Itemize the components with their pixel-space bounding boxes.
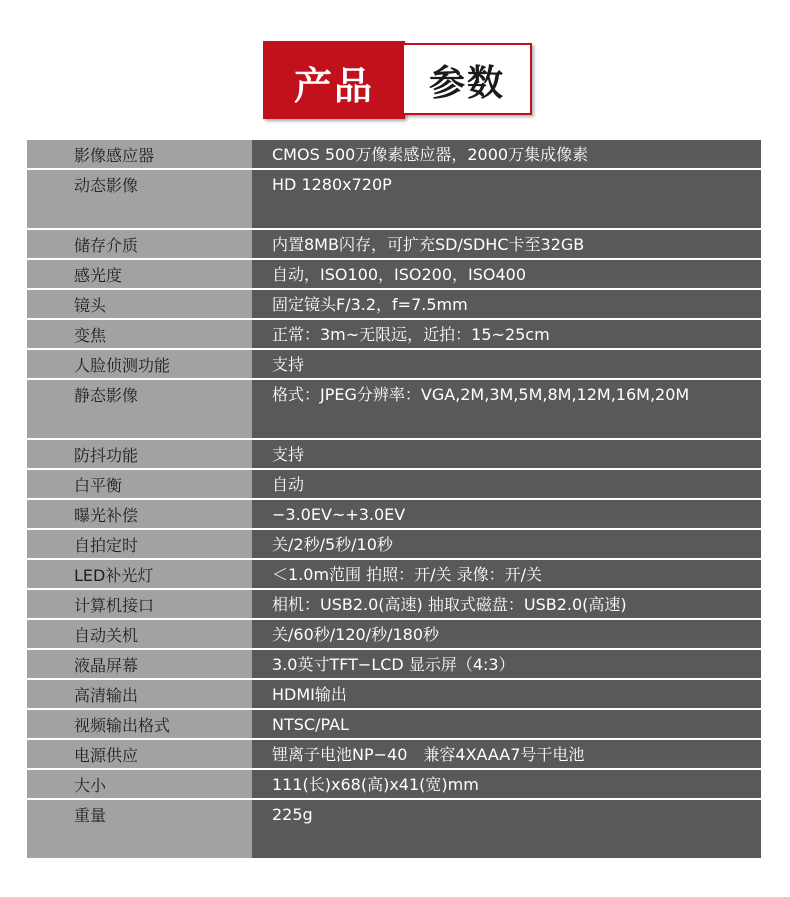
spec-label: 高清输出 bbox=[27, 680, 252, 708]
spec-value-text: ＜1.0m范围 拍照：开/关 录像：开/关 bbox=[272, 565, 542, 584]
spec-value bbox=[252, 230, 761, 258]
spec-row bbox=[27, 650, 761, 680]
header-right-text: 参数 bbox=[428, 63, 505, 104]
spec-value bbox=[252, 710, 761, 738]
spec-value bbox=[252, 320, 761, 348]
spec-value-text: 关/2秒/5秒/10秒 bbox=[272, 535, 393, 554]
spec-value-text: 关/60秒/120/秒/180秒 bbox=[272, 625, 440, 644]
spec-row bbox=[27, 380, 761, 440]
spec-row bbox=[27, 740, 761, 770]
spec-label: 动态影像 bbox=[27, 170, 252, 228]
spec-row bbox=[27, 500, 761, 530]
spec-label: 储存介质 bbox=[27, 230, 252, 258]
spec-label: LED补光灯 bbox=[27, 560, 252, 588]
spec-value-text: 相机：USB2.0(高速) 抽取式磁盘：USB2.0(高速) bbox=[272, 595, 627, 614]
spec-label: 曝光补偿 bbox=[27, 500, 252, 528]
spec-value-text: 支持 bbox=[272, 355, 305, 374]
spec-value bbox=[252, 680, 761, 708]
spec-label: 计算机接口 bbox=[27, 590, 252, 618]
spec-value bbox=[252, 350, 761, 378]
spec-value-text: 内置8MB闪存，可扩充SD/SDHC卡至32GB bbox=[272, 235, 585, 254]
spec-value bbox=[252, 560, 761, 588]
spec-value-text: CMOS 500万像素感应器，2000万集成像素 bbox=[272, 145, 589, 164]
spec-value bbox=[252, 740, 761, 768]
spec-value bbox=[252, 380, 761, 438]
spec-row bbox=[27, 230, 761, 260]
spec-value-text: 格式：JPEG分辨率：VGA,2M,3M,5M,8M,12M,16M,20M bbox=[272, 385, 690, 404]
spec-value-text: 固定镜头F/3.2，f=7.5mm bbox=[272, 295, 468, 314]
spec-value bbox=[252, 290, 761, 318]
spec-value-text: NTSC/PAL bbox=[272, 715, 349, 734]
spec-value-text: 正常：3m~无限远，近拍：15~25cm bbox=[272, 325, 550, 344]
spec-value bbox=[252, 140, 761, 168]
spec-row bbox=[27, 170, 761, 230]
spec-value bbox=[252, 470, 761, 498]
spec-label: 重量 bbox=[27, 800, 252, 858]
spec-value-text: HDMI输出 bbox=[272, 685, 347, 704]
spec-value-text: 111(长)x68(高)x41(宽)mm bbox=[272, 775, 479, 794]
spec-value-text: 225g bbox=[272, 805, 313, 824]
spec-row bbox=[27, 800, 761, 858]
section-header bbox=[263, 41, 533, 119]
spec-value bbox=[252, 530, 761, 558]
spec-value bbox=[252, 440, 761, 468]
spec-value-text: −3.0EV~+3.0EV bbox=[272, 505, 406, 524]
spec-label: 人脸侦测功能 bbox=[27, 350, 252, 378]
spec-value-text: 自动，ISO100，ISO200，ISO400 bbox=[272, 265, 527, 284]
spec-row bbox=[27, 290, 761, 320]
spec-label: 大小 bbox=[27, 770, 252, 798]
spec-label: 变焦 bbox=[27, 320, 252, 348]
spec-row bbox=[27, 530, 761, 560]
spec-value bbox=[252, 590, 761, 618]
spec-row bbox=[27, 470, 761, 500]
spec-value-text: HD 1280x720P bbox=[272, 175, 392, 194]
header-white-block bbox=[402, 43, 532, 115]
spec-row bbox=[27, 320, 761, 350]
spec-label: 防抖功能 bbox=[27, 440, 252, 468]
spec-table bbox=[27, 140, 761, 858]
spec-value-text: 3.0英寸TFT−LCD 显示屏（4:3） bbox=[272, 655, 515, 674]
spec-label: 感光度 bbox=[27, 260, 252, 288]
spec-row bbox=[27, 620, 761, 650]
spec-row bbox=[27, 140, 761, 170]
spec-label: 白平衡 bbox=[27, 470, 252, 498]
spec-row bbox=[27, 440, 761, 470]
spec-row bbox=[27, 680, 761, 710]
spec-label: 静态影像 bbox=[27, 380, 252, 438]
spec-value bbox=[252, 620, 761, 648]
spec-value bbox=[252, 500, 761, 528]
spec-label: 视频输出格式 bbox=[27, 710, 252, 738]
spec-row bbox=[27, 710, 761, 740]
spec-label: 镜头 bbox=[27, 290, 252, 318]
spec-row bbox=[27, 770, 761, 800]
spec-row bbox=[27, 350, 761, 380]
spec-row bbox=[27, 560, 761, 590]
spec-row bbox=[27, 260, 761, 290]
spec-label: 液晶屏幕 bbox=[27, 650, 252, 678]
header-left-text: 产品 bbox=[293, 64, 374, 108]
spec-value bbox=[252, 650, 761, 678]
spec-value bbox=[252, 170, 761, 228]
spec-value bbox=[252, 770, 761, 798]
spec-label: 影像感应器 bbox=[27, 140, 252, 168]
spec-value bbox=[252, 800, 761, 858]
spec-label: 自拍定时 bbox=[27, 530, 252, 558]
spec-row bbox=[27, 590, 761, 620]
spec-value-text: 锂离子电池NP−40 兼容4XAAA7号干电池 bbox=[272, 745, 585, 764]
spec-value bbox=[252, 260, 761, 288]
header-red-block bbox=[263, 41, 405, 119]
spec-value-text: 自动 bbox=[272, 475, 305, 494]
spec-label: 自动关机 bbox=[27, 620, 252, 648]
spec-value-text: 支持 bbox=[272, 445, 305, 464]
spec-label: 电源供应 bbox=[27, 740, 252, 768]
